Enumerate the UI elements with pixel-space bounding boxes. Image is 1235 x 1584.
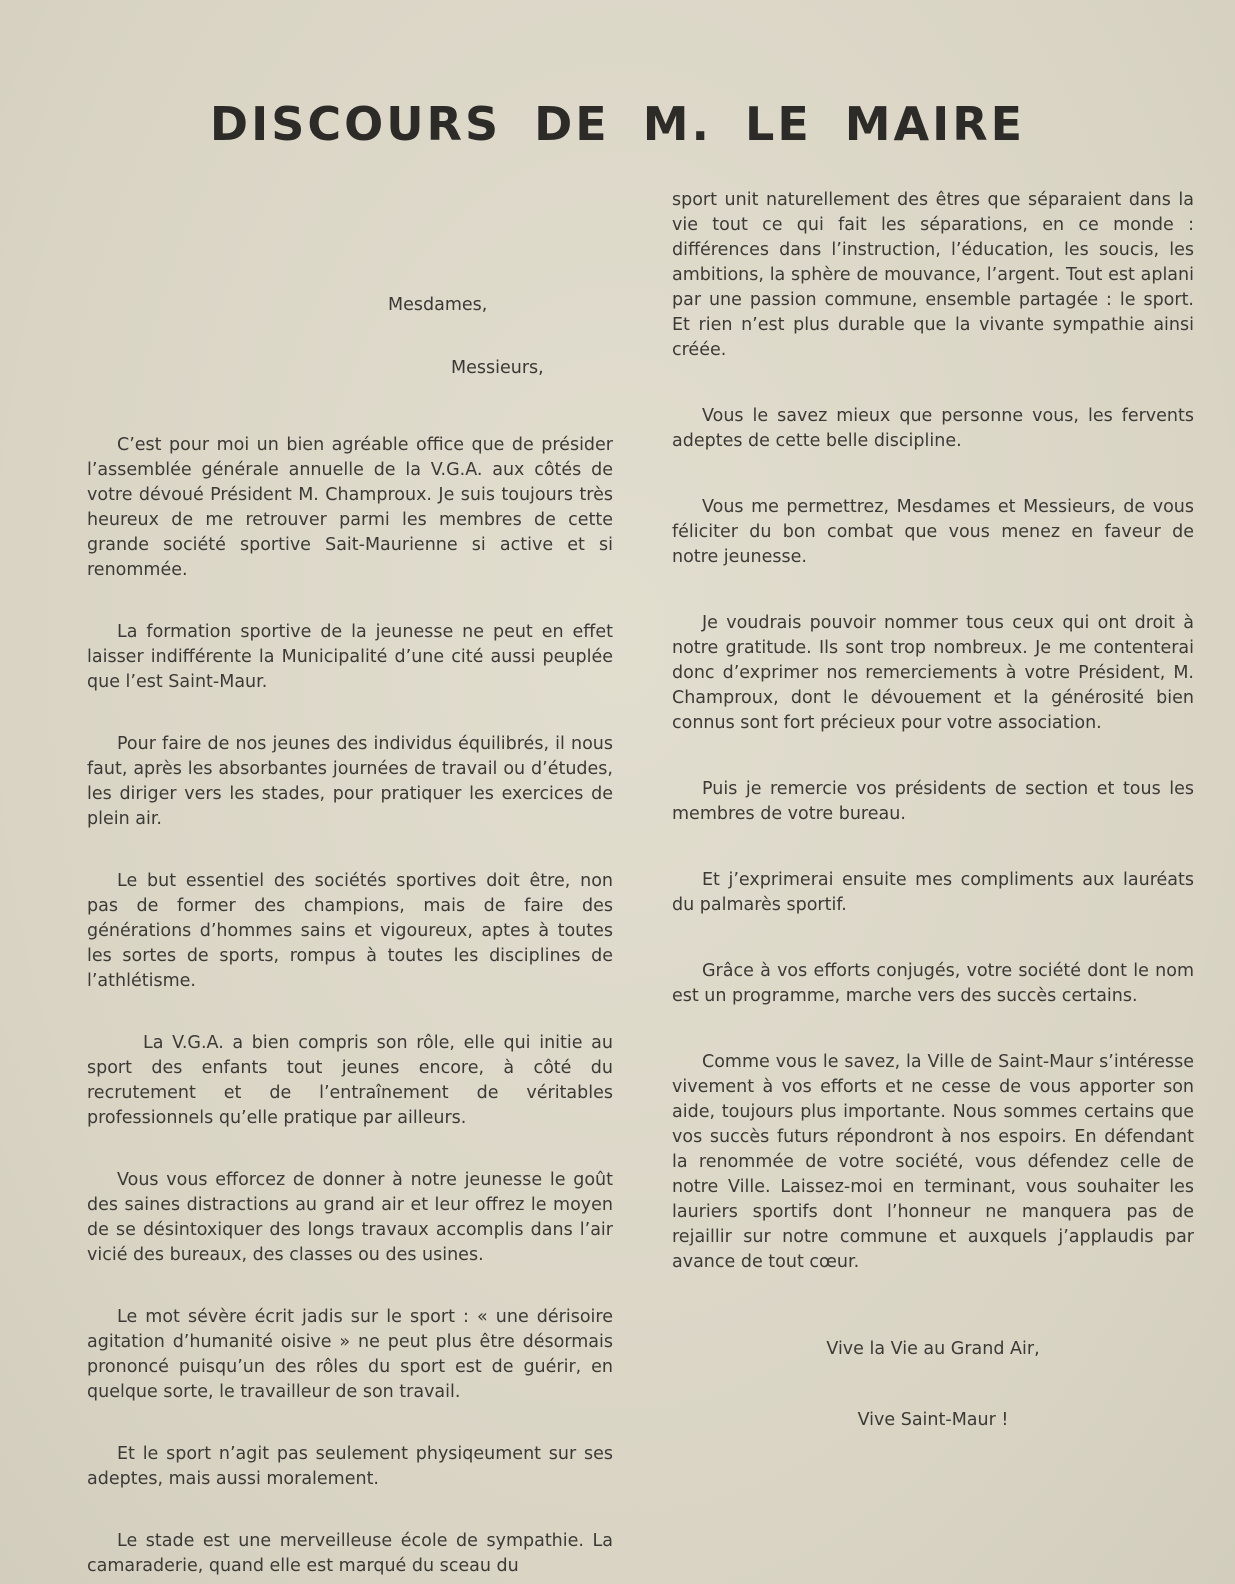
page-title: DISCOURS DE M. LE MAIRE <box>209 96 1026 151</box>
paragraph: Vous vous efforcez de donner à notre jeunesse le goût des saines distractions au grand air et leur offrez le moyen de se désintoxiquer des longs travaux accomplis dans l’air vicié des bureaux, des classes ou des usines. <box>87 1170 613 1265</box>
paragraph: Je voudrais pouvoir nommer tous ceux qui ont droit à notre gratitude. Ils sont trop nombreux. Je me contenterai donc d’exprimer nos remerciements à votre Président, M. Champroux, dont le dévouement et la générosité bien connus sont fort précieux pour votre association. <box>672 613 1194 733</box>
paragraph: C’est pour moi un bien agréable office que de présider l’assemblée générale annuelle de la V.G.A. aux côtés de votre dévoué Président M. Champroux. Je suis toujours très heureux de me retrouver parmi les membres de cette grande société sportive Sait-Maurienne si active et si renommée. <box>87 435 613 580</box>
paragraph: Et j’exprimerai ensuite mes compliments aux lauréats du palmarès sportif. <box>672 870 1194 915</box>
paragraph: Et le sport n’agit pas seulement physiqeument sur ses adeptes, mais aussi moralement. <box>87 1444 613 1489</box>
left-column <box>87 186 613 1579</box>
greeting-mesdames: Mesdames, <box>388 295 488 315</box>
paragraph: Grâce à vos efforts conjugés, votre société dont le nom est un programme, marche vers des succès certains. <box>672 961 1194 1006</box>
greeting-messieurs: Messieurs, <box>451 358 544 378</box>
paragraph: Puis je remercie vos présidents de section et tous les membres de votre bureau. <box>672 779 1194 824</box>
right-column <box>672 188 1194 1433</box>
paragraph: Pour faire de nos jeunes des individus équilibrés, il nous faut, après les absorbantes journées de travail ou d’études, les diriger vers les stades, pour pratiquer les exercices de plein air. <box>87 734 613 829</box>
paragraph: Le stade est une merveilleuse école de sympathie. La camaraderie, quand elle est marqué du sceau du <box>87 1531 613 1576</box>
closing-line-grand-air: Vive la Vie au Grand Air, <box>826 1339 1040 1359</box>
paragraph: Le mot sévère écrit jadis sur le sport : « une dérisoire agitation d’humanité oisive » ne peut plus être désormais prononcé puisqu’un des rôles du sport est de guérir, en quelque sorte, le travailleur de son travail. <box>87 1307 613 1402</box>
paragraph: sport unit naturellement des êtres que séparaient dans la vie tout ce qui fait les séparations, en ce monde : différences dans l’instruction, l’éducation, les soucis, les ambitions, la sphère de mouvance, l’argent. Tout est aplani par une passion commune, ensemble partagée : le sport. Et rien n’est plus durable que la vivante sympathie ainsi créée. <box>672 190 1194 360</box>
paragraph: La formation sportive de la jeunesse ne peut en effet laisser indifférente la Municipalité d’une cité aussi peuplée que l’est Saint-Maur. <box>87 622 613 692</box>
closing-line-saint-maur: Vive Saint-Maur ! <box>857 1410 1009 1430</box>
paragraph: Vous le savez mieux que personne vous, les fervents adeptes de cette belle discipline. <box>672 406 1194 451</box>
paragraph: Vous me permettrez, Mesdames et Messieurs, de vous féliciter du bon combat que vous menez en faveur de notre jeunesse. <box>672 497 1194 567</box>
paragraph: La V.G.A. a bien compris son rôle, elle qui initie au sport des enfants tout jeunes encore, à côté du recrutement et de l’entraînement de véritables professionnels qu’elle pratique par ailleurs. <box>87 1033 613 1128</box>
paragraph: Le but essentiel des sociétés sportives doit être, non pas de former des champions, mais de faire des générations d’hommes sains et vigoureux, aptes à toutes les sortes de sports, rompus à toutes les disciplines de l’athlétisme. <box>87 871 613 991</box>
paragraph: Comme vous le savez, la Ville de Saint-Maur s’intéresse vivement à vos efforts et ne cesse de vous apporter son aide, toujours plus importante. Nous sommes certains que vos succès futurs répondront à nos espoirs. En défendant la renommée de votre société, vous défendez celle de notre Ville. Laissez-moi en terminant, vous souhaiter les lauriers sportifs dont l’honneur ne manquera pas de rejaillir sur notre commune et auxquels j’applaudis par avance de tout cœur. <box>672 1052 1194 1272</box>
